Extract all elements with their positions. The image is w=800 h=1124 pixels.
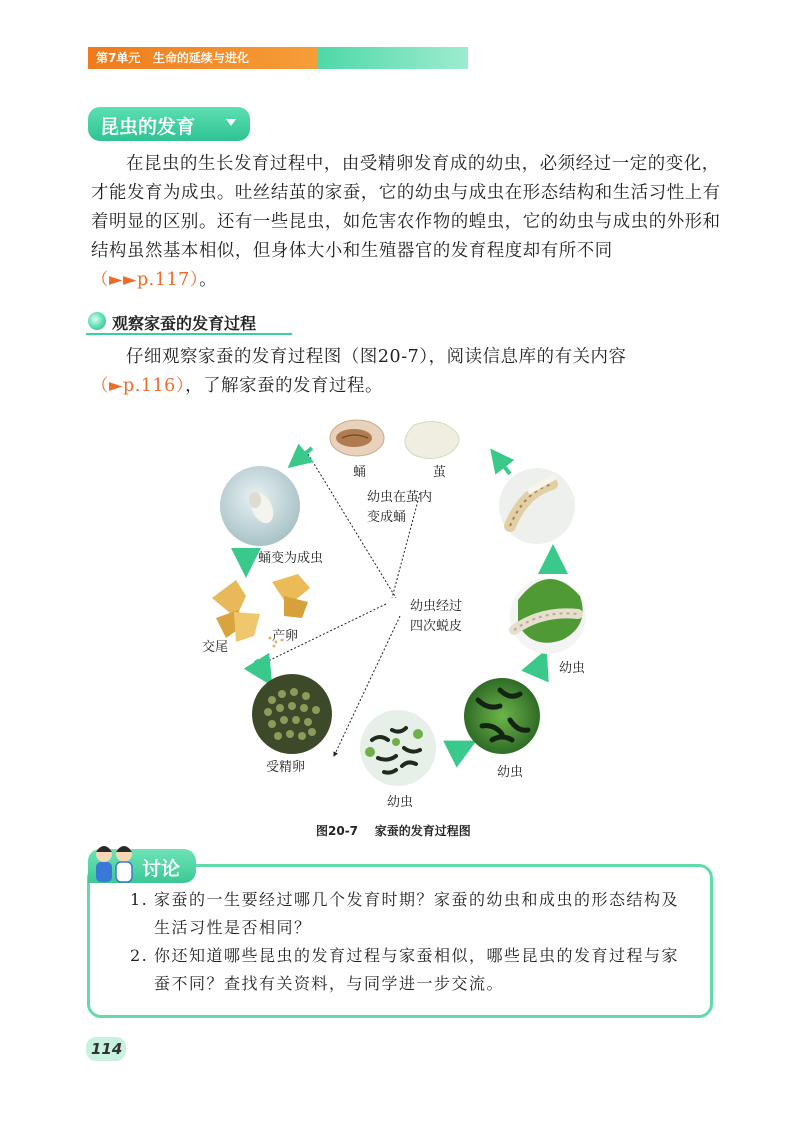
molting-label: 幼虫经过 <box>410 599 463 614</box>
question-number: 2. <box>130 946 149 965</box>
larva-label-bottom: 幼虫 <box>387 795 414 810</box>
triangle-down-icon <box>226 119 236 126</box>
cycle-arrow-icon <box>256 660 266 676</box>
subheading-title: 观察家蚕的发育过程 <box>112 314 257 333</box>
cycle-arrow-icon <box>496 456 510 474</box>
page-number: 114 <box>91 1040 123 1058</box>
inside-cocoon-label: 幼虫在茧内 <box>367 490 433 505</box>
moth-emerging-photo <box>220 466 300 546</box>
section-title: 昆虫的发育 <box>100 116 196 138</box>
dotted-pointer <box>308 454 396 598</box>
discussion-question <box>130 942 690 998</box>
larva-label-right: 幼虫 <box>559 661 586 676</box>
dotted-pointer <box>392 493 420 598</box>
cycle-arrow-icon <box>536 660 542 674</box>
cycle-arrow-icon <box>295 448 312 462</box>
header-band-green <box>318 47 468 69</box>
intro-paragraph <box>91 150 731 295</box>
mating-label: 交尾 <box>202 640 229 655</box>
fertilized-eggs-photo <box>252 674 332 754</box>
discussion-title: 讨论 <box>142 858 181 880</box>
page-reference-link[interactable]: （►p.116） <box>91 376 186 396</box>
paragraph-text: 在昆虫的生长发育过程中，由受精卵发育成的幼虫，必须经过一定的变化，才能发育为成虫。吐丝结茧的家蚕，它的幼虫与成虫在形态结构和生活习性上有着明显的区别。还有一些昆虫，如危害农作物的蝗虫，它的幼虫与成虫的外形和结构虽然基本相似，但身体大小和生殖器官的发育程度却有所不同 <box>91 154 721 261</box>
observation-paragraph <box>91 343 731 401</box>
paragraph-end: ，了解家蚕的发育过程。 <box>185 376 384 396</box>
cocoon-label: 茧 <box>433 465 447 480</box>
figure-caption: 图20-7 家蚕的发育过程图 <box>316 824 471 838</box>
larva-small-photo <box>360 710 436 786</box>
paragraph-end: 。 <box>199 270 218 290</box>
egg-laying-label: 产卵 <box>272 629 299 644</box>
pupa-to-adult-label: 蛹变为成虫 <box>258 551 324 566</box>
silkworm-life-cycle-figure <box>200 415 600 815</box>
pupa-label: 蛹 <box>353 465 367 480</box>
cocoon-photo <box>405 421 459 458</box>
larva-spinning-photo <box>499 468 575 544</box>
paragraph-text: 仔细观察家蚕的发育过程图（图20-7），阅读信息库的有关内容 <box>126 347 627 367</box>
unit-header: 第7单元 生命的延续与进化 <box>96 51 249 65</box>
larva-large-photo <box>510 578 586 654</box>
question-text: 你还知道哪些昆虫的发育过程与家蚕相似，哪些昆虫的发育过程与家蚕不同？查找有关资料，与同学进一步交流。 <box>154 946 680 993</box>
larva-medium-photo <box>464 678 540 754</box>
question-number: 1. <box>130 890 149 909</box>
bullet-circle-icon <box>88 312 106 330</box>
question-text: 家蚕的一生要经过哪几个发育时期？家蚕的幼虫和成虫的形态结构及生活习性是否相同？ <box>154 890 680 937</box>
pupa-photo <box>330 420 384 456</box>
fertilized-egg-label: 受精卵 <box>266 760 306 775</box>
cycle-arrow-icon <box>450 746 466 754</box>
students-icon <box>90 842 138 884</box>
page-reference-link[interactable]: （►►p.117） <box>91 270 200 290</box>
molting-label-2: 四次蜕皮 <box>410 619 463 634</box>
larva-label-lower-right: 幼虫 <box>497 765 524 780</box>
inside-cocoon-label-2: 变成蛹 <box>367 510 407 525</box>
discussion-question <box>130 886 690 942</box>
